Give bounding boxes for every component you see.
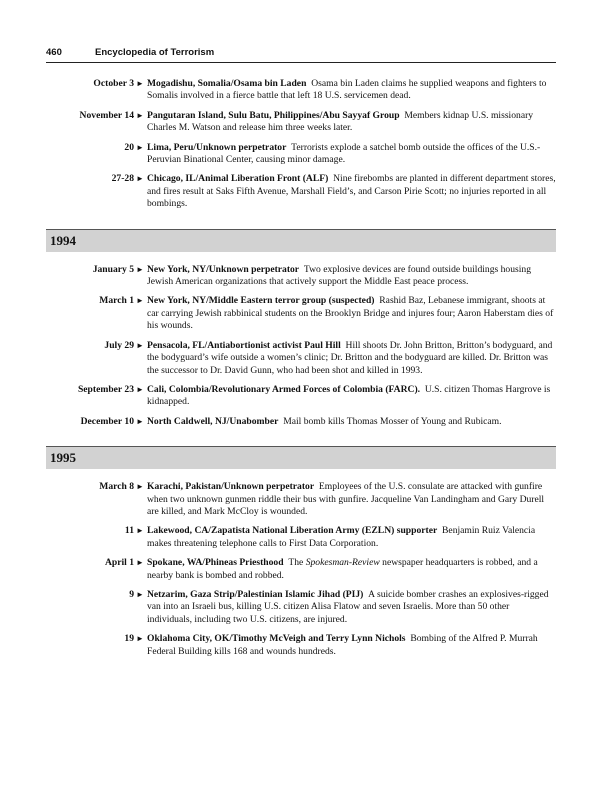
chronology-entry xyxy=(46,557,556,582)
entry-body: The Spokesman-Review newspaper headquarters is robbed, and a nearby bank is bombed and robbed. xyxy=(147,557,538,581)
entry-date: January 5 xyxy=(92,263,134,275)
arrow-icon: ► xyxy=(136,634,144,644)
entry-date: 27-28 xyxy=(111,173,134,185)
entry-headline: Lima, Peru/Unknown perpetrator xyxy=(147,141,287,153)
entry-body: Bombing of the Alfred P. Murrah Federal Building kills 168 and wounds hundreds. xyxy=(147,633,538,657)
entry-text xyxy=(147,295,556,332)
entry-date: March 8 xyxy=(99,481,134,493)
entry-date: 20 xyxy=(124,141,134,153)
entry-body: Employees of the U.S. consulate are attacked with gunfire when two unknown gunmen riddle their bus with gunfire. Jacqueline Van Landingham and Gary Durell are killed, and Mark McCloy is wounded. xyxy=(147,481,545,517)
entry-text xyxy=(147,340,556,377)
chronology-entry xyxy=(46,589,556,626)
entry-body: Mail bomb kills Thomas Mosser of Young and Rubicam. xyxy=(283,415,502,427)
arrow-icon: ► xyxy=(136,558,144,568)
entry-body: U.S. citizen Thomas Hargrove is kidnapped. xyxy=(147,383,551,408)
arrow-icon: ► xyxy=(136,296,144,306)
chronology-entry xyxy=(46,384,556,409)
arrow-icon: ► xyxy=(136,416,144,426)
arrow-icon: ► xyxy=(136,526,144,536)
entry-text xyxy=(147,173,556,210)
chronology-entry xyxy=(46,264,556,289)
chronology-entry xyxy=(46,525,556,550)
entry-headline: North Caldwell, NJ/Unabomber xyxy=(147,415,279,427)
entry-headline: Lakewood, CA/Zapatista National Liberation Army (EZLN) supporter xyxy=(147,525,438,537)
entry-date: March 1 xyxy=(99,295,134,307)
book-title: Encyclopedia of Terrorism xyxy=(95,47,215,58)
entry-headline: Pensacola, FL/Antiabortionist activist Paul Hill xyxy=(147,339,341,351)
year-heading: 1995 xyxy=(50,450,76,466)
arrow-icon: ► xyxy=(136,110,144,120)
entry-body: Benjamin Ruiz Valencia makes threatening telephone calls to First Data Corporation. xyxy=(147,525,536,549)
chronology-entry xyxy=(46,416,556,428)
entry-date: 19 xyxy=(124,633,134,645)
entry-text xyxy=(147,481,556,518)
entry-body: Members kidnap U.S. missionary Charles M. Watson and release him three weeks later. xyxy=(147,109,534,134)
chronology-entry xyxy=(46,78,556,103)
entry-date: October 3 xyxy=(93,78,134,89)
arrow-icon: ► xyxy=(136,142,144,152)
arrow-icon: ► xyxy=(136,340,144,350)
page-header xyxy=(46,44,556,63)
arrow-icon: ► xyxy=(136,384,144,394)
entry-headline: New York, NY/Unknown perpetrator xyxy=(147,263,300,275)
chronology-entry xyxy=(46,110,556,135)
chronology-entry xyxy=(46,295,556,332)
chronology-entry xyxy=(46,142,556,167)
arrow-icon: ► xyxy=(136,79,144,88)
entry-body: Two explosive devices are found outside buildings housing Jewish American organizations that actively support the Middle East peace process. xyxy=(147,263,532,288)
entry-date: 9 xyxy=(129,588,134,600)
entry-body: Osama bin Laden claims he supplied weapons and fighters to Somalis involved in a fierce battle that left 18 U.S. servicemen dead. xyxy=(147,78,547,102)
entry-text xyxy=(147,142,556,167)
entry-date: 11 xyxy=(124,525,134,537)
year-heading-band xyxy=(46,229,556,252)
entry-body: Hill shoots Dr. John Britton, Britton’s bodyguard, and the bodyguard’s wife outside a women’s clinic; Dr. Britton and the bodyguard are killed. Dr. Britton was the successor to Dr. David Gunn, who had been shot and killed in 1993. xyxy=(147,339,553,376)
entry-date: September 23 xyxy=(77,383,134,395)
entry-headline: Pangutaran Island, Sulu Batu, Philippines/Abu Sayyaf Group xyxy=(147,109,400,121)
entry-headline: Cali, Colombia/Revolutionary Armed Forces of Colombia (FARC). xyxy=(147,383,421,395)
entry-body: A suicide bomber crashes an explosives-rigged van into an Israeli bus, killing U.S. citizen Alisa Flatow and seven Israelis. More than 50 other individuals, including two U.S. citizens, are injured. xyxy=(147,588,549,625)
arrow-icon: ► xyxy=(136,482,144,492)
entry-text xyxy=(147,557,556,582)
entry-date: July 29 xyxy=(104,339,134,351)
entry-date: April 1 xyxy=(104,557,134,569)
entry-body: Nine firebombs are planted in different department stores, and fires result at Saks Fifth Avenue, Marshall Field’s, and Carson Pirie Scott; no injuries reported in all bombings. xyxy=(147,173,556,210)
entry-text xyxy=(147,589,556,626)
chronology-entry xyxy=(46,340,556,377)
entry-headline: Spokane, WA/Phineas Priesthood xyxy=(147,557,284,569)
arrow-icon: ► xyxy=(136,174,144,184)
entry-date: December 10 xyxy=(80,415,134,427)
entry-text xyxy=(147,110,556,135)
entry-headline: Mogadishu, Somalia/Osama bin Laden xyxy=(147,78,307,89)
entry-headline: Karachi, Pakistan/Unknown perpetrator xyxy=(147,481,315,493)
entry-text xyxy=(147,525,556,550)
entry-body: Rashid Baz, Lebanese immigrant, shoots at car carrying Jewish rabbinical students on the Brooklyn Bridge and injures four; Aaron Haberstam dies of his wounds. xyxy=(147,295,554,332)
newspaper-title: Spokesman-Review xyxy=(305,557,380,569)
chronology-entry xyxy=(46,633,556,658)
entry-headline: Netzarim, Gaza Strip/Palestinian Islamic Jihad (PIJ) xyxy=(147,588,364,600)
entry-headline: New York, NY/Middle Eastern terror group (suspected) xyxy=(147,295,375,307)
entry-headline: Chicago, IL/Animal Liberation Front (ALF) xyxy=(147,173,329,185)
year-heading: 1994 xyxy=(50,232,76,248)
entry-headline: Oklahoma City, OK/Timothy McVeigh and Terry Lynn Nichols xyxy=(147,633,406,645)
entry-text xyxy=(147,384,556,409)
chronology-entry xyxy=(46,481,556,518)
entry-text xyxy=(147,78,556,103)
entry-text xyxy=(147,416,556,428)
entry-text xyxy=(147,264,556,289)
arrow-icon: ► xyxy=(136,264,144,274)
entry-text xyxy=(147,633,556,658)
chronology-content xyxy=(46,78,556,665)
chronology-entry xyxy=(46,173,556,210)
entry-date: November 14 xyxy=(79,109,134,121)
page-number: 460 xyxy=(46,47,62,58)
year-heading-band xyxy=(46,446,556,469)
entry-body: Terrorists explode a satchel bomb outside the offices of the U.S.-Peruvian Binational Center, causing minor damage. xyxy=(147,141,541,166)
arrow-icon: ► xyxy=(136,589,144,599)
